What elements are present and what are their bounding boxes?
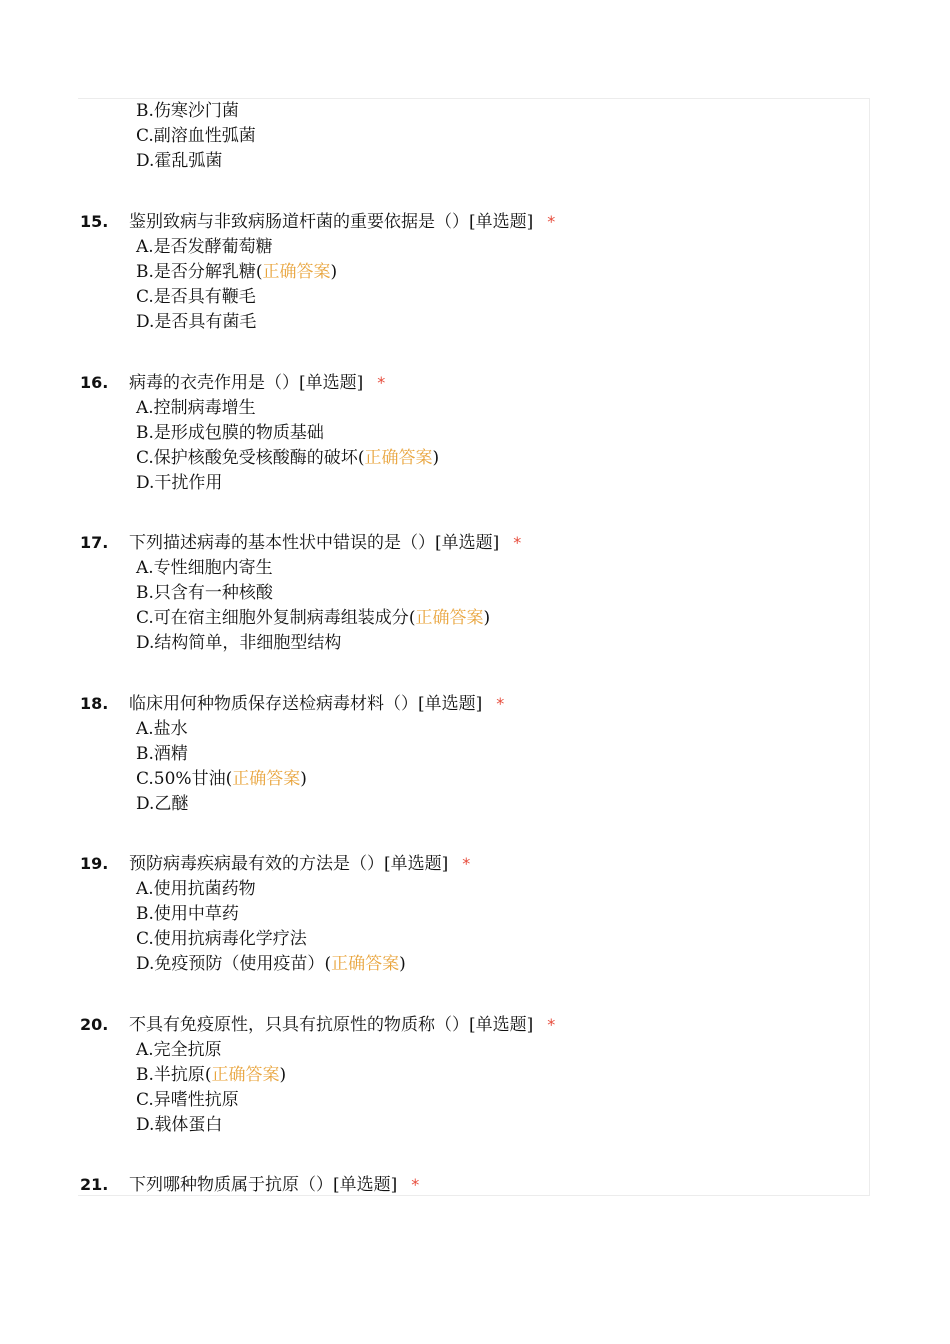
- question-text: [129, 371, 385, 395]
- option-label: A.使用抗菌药物: [136, 879, 256, 899]
- question-stem: 不具有免疫原性，只具有抗原性的物质称（）[单选题]: [129, 1014, 534, 1035]
- option-label: A.专性细胞内寄生: [136, 558, 273, 578]
- option-label: A.盐水: [136, 718, 188, 739]
- required-mark: *: [377, 372, 386, 392]
- option-label: C.可在宿主细胞外复制病毒组装成分: [136, 608, 409, 628]
- option[interactable]: [136, 235, 273, 259]
- option[interactable]: C.副溶血性弧菌: [136, 126, 256, 146]
- option[interactable]: [136, 902, 239, 926]
- question-stem: 下列描述病毒的基本性状中错误的是（）[单选题]: [129, 533, 500, 553]
- option[interactable]: [136, 581, 273, 605]
- option-label: B.只含有一种核酸: [136, 583, 273, 603]
- option[interactable]: [136, 927, 307, 951]
- option-label: B.是形成包膜的物质基础: [136, 422, 324, 443]
- option[interactable]: [136, 1063, 286, 1087]
- required-mark: *: [513, 533, 522, 552]
- option[interactable]: [136, 717, 188, 741]
- option[interactable]: [136, 556, 273, 580]
- option[interactable]: [136, 631, 341, 655]
- correct-answer-tag: (正确答案): [324, 954, 406, 974]
- option-label: A.完全抗原: [136, 1039, 222, 1060]
- correct-answer-tag: (正确答案): [225, 768, 307, 789]
- option[interactable]: [136, 285, 256, 309]
- option-label: C.使用抗病毒化学疗法: [136, 929, 307, 949]
- required-mark: *: [496, 693, 505, 713]
- required-mark: *: [547, 1014, 556, 1034]
- option-label: A.控制病毒增生: [136, 397, 256, 418]
- question-text: [129, 852, 470, 876]
- question-stem: 下列哪种物质属于抗原（）[单选题]: [129, 1175, 398, 1195]
- option-label: C.异嗜性抗原: [136, 1089, 239, 1110]
- required-mark: *: [411, 1175, 420, 1194]
- option-label: B.半抗原: [136, 1064, 205, 1085]
- option[interactable]: [136, 310, 256, 334]
- question-number: 18.: [80, 693, 109, 713]
- question-text: [129, 210, 555, 234]
- option[interactable]: [136, 767, 307, 791]
- option-label: D.是否具有菌毛: [136, 312, 257, 332]
- option[interactable]: [136, 792, 188, 816]
- option-label: D.免疫预防（使用疫苗）: [136, 954, 325, 974]
- correct-answer-tag: (正确答案): [255, 262, 338, 282]
- option-label: D.结构简单，非细胞型结构: [136, 633, 342, 653]
- option-label: B.使用中草药: [136, 904, 239, 924]
- option-label: C.是否具有鞭毛: [136, 287, 256, 307]
- question-number: 20.: [80, 1014, 109, 1034]
- option[interactable]: [136, 446, 439, 470]
- correct-answer-tag: (正确答案): [204, 1064, 287, 1085]
- question-text: [129, 531, 521, 555]
- correct-answer-tag: (正确答案): [357, 447, 440, 468]
- required-mark: *: [462, 854, 471, 873]
- option[interactable]: [136, 471, 222, 495]
- option-label: D.载体蛋白: [136, 1114, 223, 1135]
- question-text: [129, 1173, 419, 1197]
- option-label: B.酒精: [136, 743, 188, 764]
- option[interactable]: [136, 396, 256, 420]
- question-number: 21.: [80, 1175, 109, 1194]
- question-number: 19.: [80, 854, 109, 873]
- option-label: D.干扰作用: [136, 472, 223, 493]
- question-stem: 预防病毒疾病最有效的方法是（）[单选题]: [129, 854, 449, 874]
- option[interactable]: [136, 606, 490, 630]
- correct-answer-tag: (正确答案): [408, 608, 491, 628]
- option-label: A.是否发酵葡萄糖: [136, 237, 273, 257]
- required-mark: *: [547, 212, 556, 231]
- option-label: C.50%甘油: [136, 768, 226, 789]
- option[interactable]: [136, 952, 406, 976]
- option[interactable]: [136, 1038, 222, 1062]
- question-number: 15.: [80, 212, 109, 231]
- question-text: [129, 1013, 555, 1037]
- option[interactable]: [136, 421, 324, 445]
- option[interactable]: B.伤寒沙门菌: [136, 101, 239, 121]
- question-text: [129, 692, 504, 716]
- option[interactable]: [136, 877, 256, 901]
- option[interactable]: [136, 742, 188, 766]
- option[interactable]: [136, 260, 337, 284]
- option-label: D.乙醚: [136, 793, 189, 814]
- question-stem: 鉴别致病与非致病肠道杆菌的重要依据是（）[单选题]: [129, 212, 534, 232]
- question-number: 16.: [80, 372, 109, 392]
- option[interactable]: [136, 1113, 222, 1137]
- question-stem: 临床用何种物质保存送检病毒材料（）[单选题]: [129, 693, 483, 714]
- option[interactable]: [136, 1088, 239, 1112]
- option-label: C.保护核酸免受核酸酶的破坏: [136, 447, 358, 468]
- option-label: B.是否分解乳糖: [136, 262, 256, 282]
- question-number: 17.: [80, 533, 109, 552]
- option[interactable]: D.霍乱弧菌: [136, 151, 223, 171]
- question-stem: 病毒的衣壳作用是（）[单选题]: [129, 372, 364, 393]
